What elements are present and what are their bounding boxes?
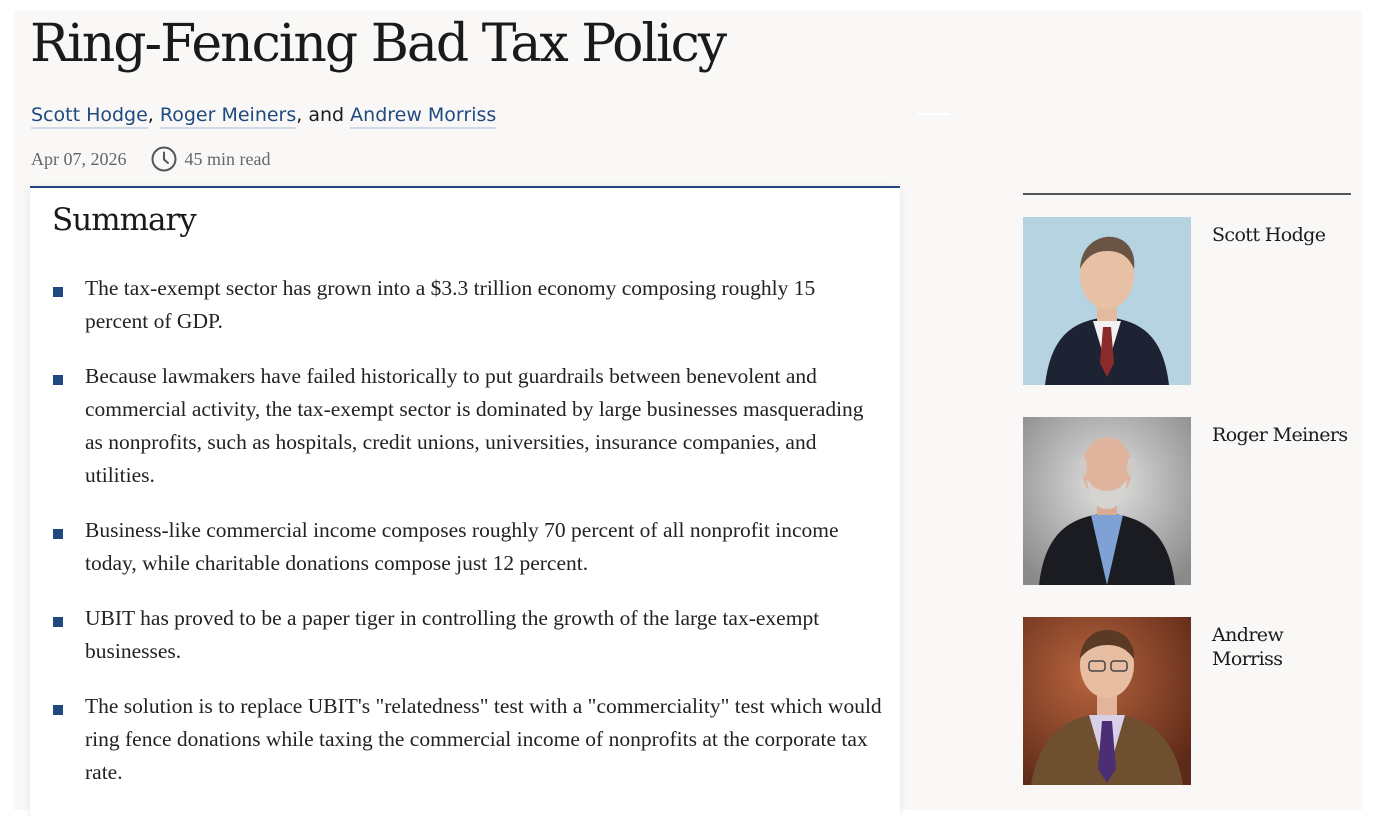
square-bullet-icon <box>53 375 63 385</box>
author-card-scott-hodge[interactable] <box>1023 217 1353 385</box>
author-name[interactable]: Roger Meiners <box>1212 424 1348 446</box>
summary-heading: Summary <box>52 202 196 238</box>
square-bullet-icon <box>53 287 63 297</box>
byline-separator: , <box>147 104 154 126</box>
square-bullet-icon <box>53 705 63 715</box>
article-title: Ring-Fencing Bad Tax Policy <box>30 14 726 74</box>
summary-bullet: UBIT has proved to be a paper tiger in controlling the growth of the large tax-exempt businesses. <box>52 602 882 668</box>
author-photo[interactable] <box>1023 617 1191 785</box>
summary-bullet: Because lawmakers have failed historically to put guardrails between benevolent and commercial activity, the tax-exempt sector is dominated by large businesses masquerading as nonprofits, such as hospitals, credit unions, universities, insurance companies, and utilities. <box>52 360 882 492</box>
publish-date: Apr 07, 2026 <box>31 148 127 169</box>
sidebar-divider <box>1023 193 1351 195</box>
author-name[interactable]: Andrew Morriss <box>1212 624 1284 670</box>
byline-separator: , and <box>296 104 345 126</box>
article-meta <box>31 146 270 172</box>
summary-list <box>52 272 882 811</box>
summary-bullet: The solution is to replace UBIT's "relatedness" test with a "commerciality" test which would ring fence donations while taxing the commercial income of nonprofits at the corporate tax rate. <box>52 690 882 789</box>
summary-box <box>30 186 900 816</box>
author-byline <box>31 104 496 126</box>
author-link-andrew-morriss[interactable]: Andrew Morriss <box>350 104 496 129</box>
summary-bullet: Business-like commercial income composes roughly 70 percent of all nonprofit income today, while charitable donations compose just 12 percent. <box>52 514 882 580</box>
author-photo[interactable] <box>1023 417 1191 585</box>
decorative-divider <box>917 113 949 115</box>
summary-bullet: The tax-exempt sector has grown into a $3.3 trillion economy composing roughly 15 percent of GDP. <box>52 272 882 338</box>
author-card-roger-meiners[interactable] <box>1023 417 1353 585</box>
author-name[interactable]: Scott Hodge <box>1212 224 1326 246</box>
read-time: 45 min read <box>184 148 271 169</box>
square-bullet-icon <box>53 617 63 627</box>
author-link-roger-meiners[interactable]: Roger Meiners <box>160 104 296 129</box>
article-page <box>14 10 1362 810</box>
author-photo[interactable] <box>1023 217 1191 385</box>
clock-icon <box>151 146 177 172</box>
author-link-scott-hodge[interactable]: Scott Hodge <box>31 104 148 129</box>
author-card-andrew-morriss[interactable] <box>1023 617 1353 785</box>
square-bullet-icon <box>53 529 63 539</box>
